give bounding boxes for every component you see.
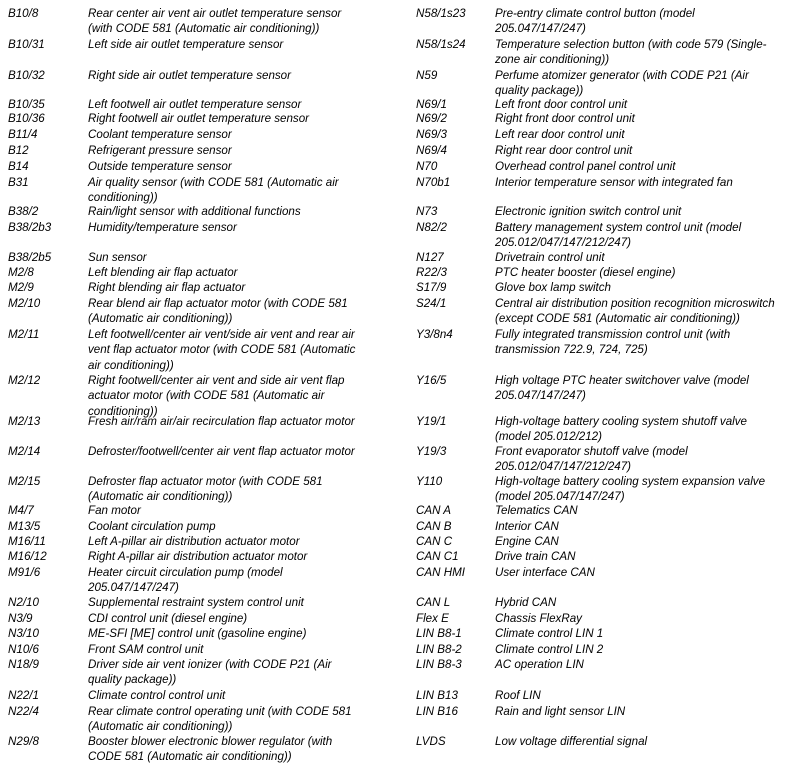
component-description: Right footwell/center air vent and side air vent flap actuator motor (with CODE 581 (Automatic air conditioning)) [88, 374, 345, 418]
component-code: M16/11 [8, 535, 46, 548]
component-code: CAN C [416, 535, 453, 548]
component-description: Chassis FlexRay [495, 612, 582, 625]
legend-row [8, 127, 232, 142]
component-description: Left blending air flap actuator [88, 266, 238, 279]
legend-row [416, 37, 767, 68]
component-description: Climate control control unit [88, 689, 226, 702]
component-code: N69/4 [416, 144, 447, 157]
component-code: N73 [416, 205, 438, 218]
component-code: LIN B8-3 [416, 658, 462, 671]
component-code: CAN HMI [416, 566, 465, 579]
legend-row [8, 565, 283, 596]
legend-row [416, 565, 595, 580]
component-description: Right front door control unit [495, 112, 635, 125]
component-code: B10/31 [8, 38, 45, 51]
component-code: N127 [416, 251, 444, 264]
component-description: Interior temperature sensor with integrated fan [495, 176, 733, 189]
legend-row [8, 37, 283, 52]
legend-row [416, 250, 605, 265]
component-code: Y19/3 [416, 445, 447, 458]
legend-row [8, 595, 304, 610]
component-code: M2/12 [8, 374, 41, 387]
component-code: B31 [8, 176, 29, 189]
component-code: B38/2 [8, 205, 39, 218]
component-description: Front SAM control unit [88, 643, 204, 656]
component-description: Climate control LIN 1 [495, 627, 604, 640]
component-code: N70 [416, 160, 438, 173]
component-code: N69/2 [416, 112, 447, 125]
component-description: Right rear door control unit [495, 144, 633, 157]
legend-row [8, 111, 309, 126]
legend-row [8, 159, 232, 174]
component-description: Battery management system control unit (model 205.012/047/147/212/247) [495, 221, 742, 250]
component-description: Glove box lamp switch [495, 281, 611, 294]
component-description: Electronic ignition switch control unit [495, 205, 682, 218]
component-description: Fully integrated transmission control unit (with transmission 722.9, 724, 725) [495, 328, 731, 357]
legend-row [416, 327, 730, 358]
legend-row [8, 327, 355, 373]
component-code: N69/1 [416, 98, 447, 111]
component-description: Defroster flap actuator motor (with CODE 581 (Automatic air conditioning)) [88, 475, 323, 504]
component-code: B10/36 [8, 112, 45, 125]
component-code: M4/7 [8, 504, 34, 517]
legend-row [416, 595, 556, 610]
legend-row [8, 704, 352, 735]
component-description: Rain and light sensor LIN [495, 705, 626, 718]
component-code: S24/1 [416, 297, 447, 310]
legend-row [8, 519, 216, 534]
component-code: N2/10 [8, 596, 39, 609]
legend-row [416, 611, 582, 626]
component-description: Supplemental restraint system control unit [88, 596, 304, 609]
component-description: Right blending air flap actuator [88, 281, 246, 294]
legend-row [8, 642, 203, 657]
component-code: CAN C1 [416, 550, 459, 563]
component-code: Y3/8n4 [416, 328, 453, 341]
legend-row [416, 68, 749, 99]
component-code: M13/5 [8, 520, 41, 533]
legend-row [416, 220, 741, 251]
legend-row [416, 143, 632, 158]
component-code: CAN A [416, 504, 452, 517]
component-description: Rear climate control operating unit (with CODE 581 (Automatic air conditioning)) [88, 705, 352, 734]
component-code: N3/10 [8, 627, 39, 640]
legend-row [8, 474, 323, 505]
component-code: M2/10 [8, 297, 41, 310]
component-description: CDI control unit (diesel engine) [88, 612, 248, 625]
component-code: Flex E [416, 612, 449, 625]
legend-row [416, 688, 541, 703]
legend-row [416, 280, 611, 295]
legend-row [416, 6, 695, 37]
component-description: Sun sensor [88, 251, 147, 264]
legend-row [416, 127, 625, 142]
legend-row [416, 642, 603, 657]
component-description: Right footwell air outlet temperature sensor [88, 112, 310, 125]
component-description: Left footwell air outlet temperature sensor [88, 98, 302, 111]
legend-row [8, 175, 339, 206]
component-description: Left footwell/center air vent/side air vent and rear air vent flap actuator motor (with CODE 581 (Automatic air conditioning)) [88, 328, 356, 372]
component-code: B10/8 [8, 7, 39, 20]
legend-row [8, 265, 238, 280]
component-code: B12 [8, 144, 29, 157]
component-code: B10/35 [8, 98, 45, 111]
legend-row [416, 265, 675, 280]
component-code: M2/8 [8, 266, 34, 279]
component-description: Central air distribution position recognition microswitch (except CODE 581 (Automatic air conditioning)) [495, 297, 775, 326]
component-code: B38/2b5 [8, 251, 52, 264]
legend-row [416, 657, 584, 672]
component-code: LIN B16 [416, 705, 458, 718]
legend-row [416, 626, 603, 641]
component-description: Fresh air/ram air/air recirculation flap actuator motor [88, 415, 355, 428]
component-description: Heater circuit circulation pump (model 205.047/147/247) [88, 566, 283, 595]
legend-row [8, 626, 306, 641]
component-description: Driver side air vent ionizer (with CODE P21 (Air quality package)) [88, 658, 332, 687]
component-code: N58/1s24 [416, 38, 466, 51]
component-code: N69/3 [416, 128, 447, 141]
component-code: N29/8 [8, 735, 39, 748]
component-description: Coolant temperature sensor [88, 128, 232, 141]
legend-row [416, 373, 749, 404]
component-code: M2/14 [8, 445, 41, 458]
component-description: Left front door control unit [495, 98, 628, 111]
legend-row [8, 611, 247, 626]
legend-row [8, 734, 332, 765]
component-description: Engine CAN [495, 535, 559, 548]
legend-row [8, 444, 355, 459]
component-code: LIN B8-2 [416, 643, 462, 656]
component-code: N22/4 [8, 705, 39, 718]
legend-row [416, 159, 675, 174]
component-description: Rain/light sensor with additional functions [88, 205, 301, 218]
legend-row [416, 111, 635, 126]
component-description: Left rear door control unit [495, 128, 625, 141]
component-description: Interior CAN [495, 520, 559, 533]
component-description: Front evaporator shutoff valve (model 205.012/047/147/212/247) [495, 445, 688, 474]
legend-row [416, 444, 688, 475]
component-description: Pre-entry climate control button (model 205.047/147/247) [495, 7, 695, 36]
component-description: Roof LIN [495, 689, 541, 702]
component-description: ME-SFI [ME] control unit (gasoline engine) [88, 627, 307, 640]
component-description: Fan motor [88, 504, 141, 517]
component-code: R22/3 [416, 266, 447, 279]
component-description: Low voltage differential signal [495, 735, 648, 748]
component-code: N59 [416, 69, 438, 82]
component-code: Y110 [416, 475, 443, 488]
component-description: Drive train CAN [495, 550, 576, 563]
component-description: Perfume atomizer generator (with CODE P21 (Air quality package)) [495, 69, 749, 98]
component-description: Left side air outlet temperature sensor [88, 38, 284, 51]
component-code: CAN B [416, 520, 452, 533]
legend-row [416, 414, 747, 445]
legend-row [416, 503, 578, 518]
component-description: Defroster/footwell/center air vent flap actuator motor [88, 445, 355, 458]
component-description: Refrigerant pressure sensor [88, 144, 232, 157]
component-description: Rear blend air flap actuator motor (with CODE 581 (Automatic air conditioning)) [88, 297, 348, 326]
component-code: N82/2 [416, 221, 447, 234]
legend-row [416, 519, 559, 534]
component-description: AC operation LIN [495, 658, 584, 671]
legend-row [8, 6, 341, 37]
legend-row [416, 175, 733, 190]
component-description: Outside temperature sensor [88, 160, 232, 173]
legend-row [8, 68, 291, 83]
component-description: Drivetrain control unit [495, 251, 605, 264]
component-description: Humidity/temperature sensor [88, 221, 237, 234]
legend-row [416, 704, 625, 719]
component-description: High voltage PTC heater switchover valve (model 205.047/147/247) [495, 374, 749, 403]
component-description: Rear center air vent air outlet temperature sensor (with CODE 581 (Automatic air conditioning)) [88, 7, 342, 36]
component-code: M91/6 [8, 566, 41, 579]
component-code: B38/2b3 [8, 221, 52, 234]
component-description: Climate control LIN 2 [495, 643, 604, 656]
legend-row [416, 534, 559, 549]
component-code: B11/4 [8, 128, 38, 141]
component-code: M2/9 [8, 281, 34, 294]
legend-row [8, 688, 225, 703]
component-code: N10/6 [8, 643, 39, 656]
legend-row [416, 296, 775, 327]
component-code: LIN B13 [416, 689, 458, 702]
component-description: Temperature selection button (with code 579 (Single- zone air conditioning)) [495, 38, 767, 67]
component-description: High-voltage battery cooling system shutoff valve (model 205.012/212) [495, 415, 747, 444]
legend-row [416, 549, 576, 564]
component-code: N70b1 [416, 176, 451, 189]
component-code: B14 [8, 160, 29, 173]
component-code: B10/32 [8, 69, 45, 82]
legend-row [416, 734, 647, 749]
legend-row [8, 503, 141, 518]
component-description: Left A-pillar air distribution actuator motor [88, 535, 300, 548]
legend-row [8, 549, 307, 564]
component-code: Y19/1 [416, 415, 447, 428]
component-description: Telematics CAN [495, 504, 578, 517]
legend-row [8, 534, 300, 549]
component-description: PTC heater booster (diesel engine) [495, 266, 676, 279]
legend-row [8, 657, 332, 688]
component-code: N3/9 [8, 612, 33, 625]
component-code: LIN B8-1 [416, 627, 462, 640]
component-code: S17/9 [416, 281, 447, 294]
component-description: User interface CAN [495, 566, 595, 579]
component-code: CAN L [416, 596, 451, 609]
component-description: Right A-pillar air distribution actuator motor [88, 550, 308, 563]
component-code: N22/1 [8, 689, 39, 702]
legend-row [8, 250, 147, 265]
legend-row [8, 204, 301, 219]
component-description: Booster blower electronic blower regulator (with CODE 581 (Automatic air conditioning)) [88, 735, 333, 764]
legend-row [8, 296, 348, 327]
component-code: M16/12 [8, 550, 47, 563]
legend-row [416, 474, 765, 505]
legend-row [8, 220, 237, 235]
component-code: LVDS [416, 735, 446, 748]
component-description: High-voltage battery cooling system expansion valve (model 205.047/147/247) [495, 475, 766, 504]
component-description: Air quality sensor (with CODE 581 (Automatic air conditioning)) [88, 176, 339, 205]
component-description: Hybrid CAN [495, 596, 557, 609]
component-code: M2/15 [8, 475, 41, 488]
legend-row [8, 280, 245, 295]
component-description: Overhead control panel control unit [495, 160, 676, 173]
legend-row [416, 204, 681, 219]
component-code: M2/11 [8, 328, 40, 341]
component-description: Right side air outlet temperature sensor [88, 69, 291, 82]
legend-row [8, 414, 355, 429]
legend-row [8, 373, 345, 419]
component-code: M2/13 [8, 415, 41, 428]
component-description: Coolant circulation pump [88, 520, 216, 533]
component-code: Y16/5 [416, 374, 447, 387]
component-code: N18/9 [8, 658, 39, 671]
legend-row [8, 143, 232, 158]
component-code: N58/1s23 [416, 7, 466, 20]
